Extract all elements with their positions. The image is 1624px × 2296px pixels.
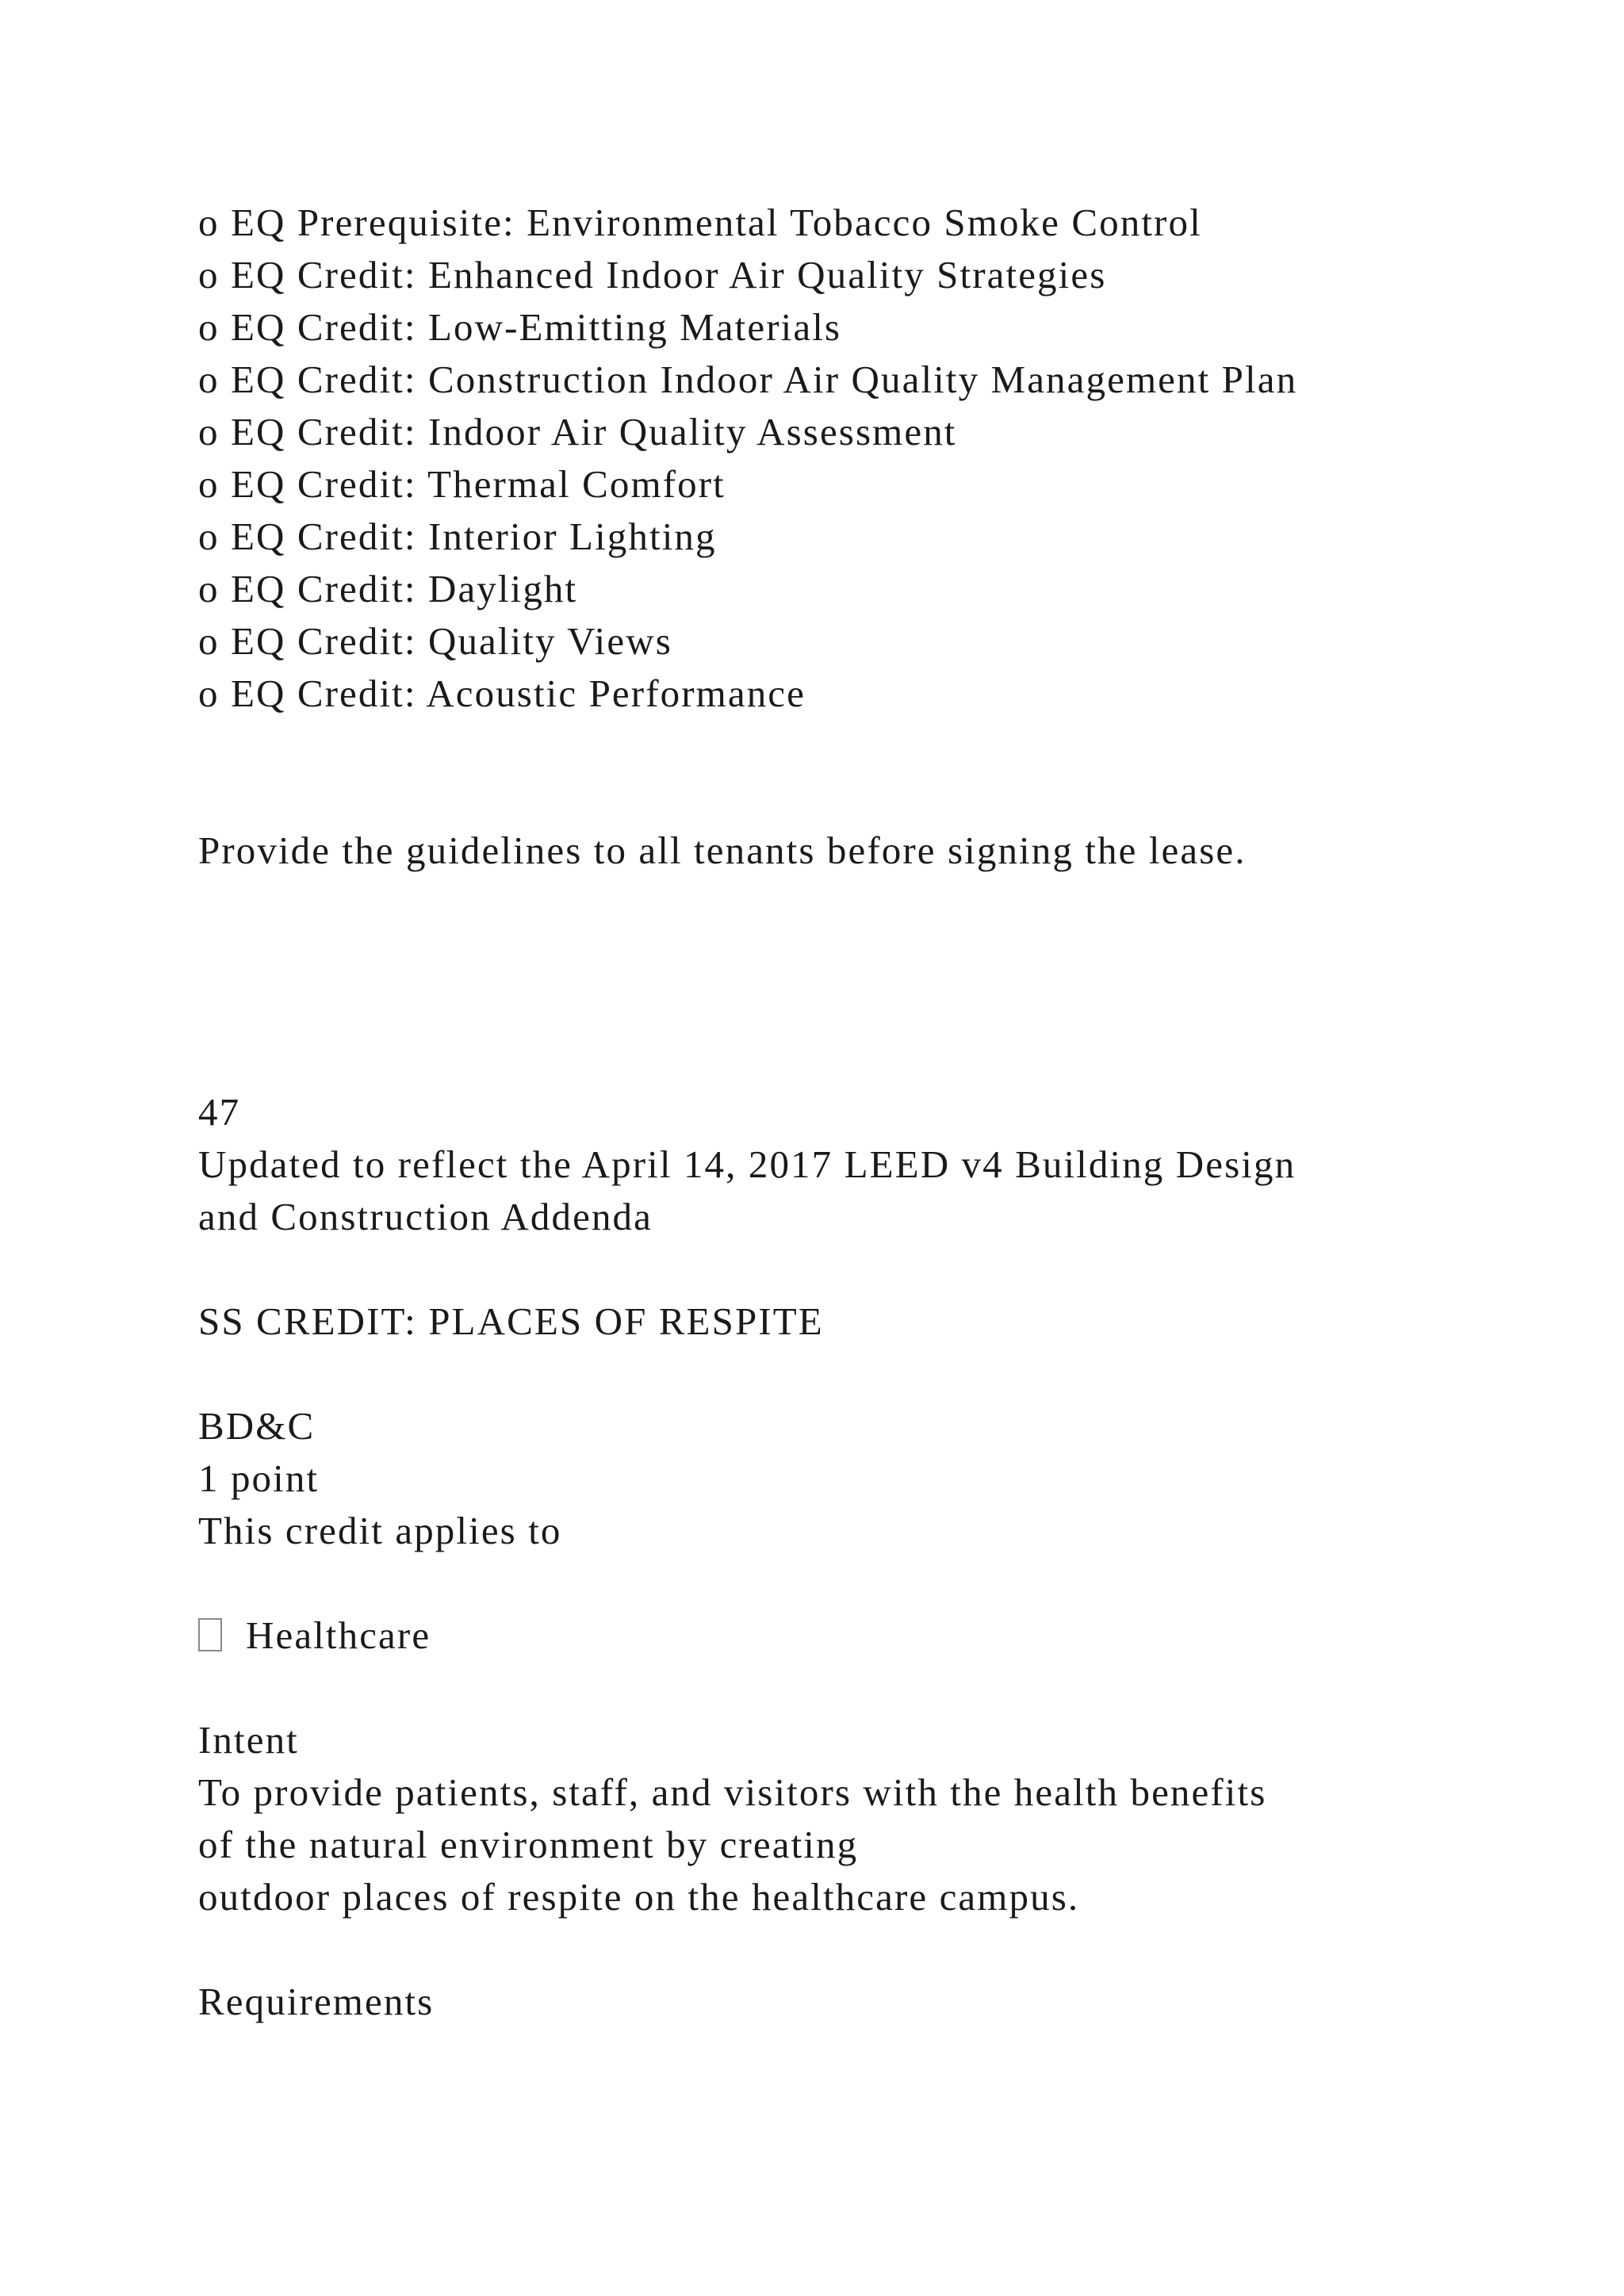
- intent-text-line: of the natural environment by creating: [198, 1823, 859, 1866]
- list-item: o EQ Credit: Construction Indoor Air Quality Management Plan: [198, 358, 1298, 401]
- list-item: o EQ Credit: Acoustic Performance: [198, 672, 806, 715]
- page-number: 47: [198, 1090, 241, 1134]
- document-page: [198, 197, 1546, 2028]
- credit-title: SS CREDIT: PLACES OF RESPITE: [198, 1299, 824, 1343]
- update-note-line: and Construction Addenda: [198, 1195, 653, 1238]
- list-item: o EQ Credit: Daylight: [198, 567, 578, 610]
- list-item: o EQ Credit: Thermal Comfort: [198, 462, 726, 506]
- applies-to-item: [198, 1609, 1546, 1662]
- intent-text-line: To provide patients, staff, and visitors with the health benefits: [198, 1770, 1267, 1814]
- list-item: o EQ Credit: Indoor Air Quality Assessment: [198, 410, 957, 453]
- list-item: o EQ Credit: Interior Lighting: [198, 515, 717, 558]
- applies-to-item-label: Healthcare: [246, 1613, 431, 1657]
- update-note-line: Updated to reflect the April 14, 2017 LEED v4 Building Design: [198, 1142, 1297, 1186]
- intent-heading: Intent: [198, 1718, 299, 1762]
- list-item: o EQ Credit: Enhanced Indoor Air Quality Strategies: [198, 253, 1107, 297]
- intent-text-line: outdoor places of respite on the healthcare campus.: [198, 1875, 1080, 1919]
- points: 1 point: [198, 1456, 320, 1500]
- list-item: o EQ Credit: Quality Views: [198, 619, 672, 663]
- list-item: o EQ Prerequisite: Environmental Tobacco Smoke Control: [198, 201, 1202, 244]
- checkbox-glyph-icon: [198, 1618, 222, 1651]
- eq-credit-list: [198, 197, 1546, 720]
- rating-system: BD&C: [198, 1404, 316, 1448]
- list-item: o EQ Credit: Low-Emitting Materials: [198, 305, 842, 349]
- applies-to-label: This credit applies to: [198, 1509, 562, 1552]
- requirements-heading: Requirements: [198, 1980, 435, 2023]
- guideline-note: Provide the guidelines to all tenants before signing the lease.: [198, 828, 1247, 872]
